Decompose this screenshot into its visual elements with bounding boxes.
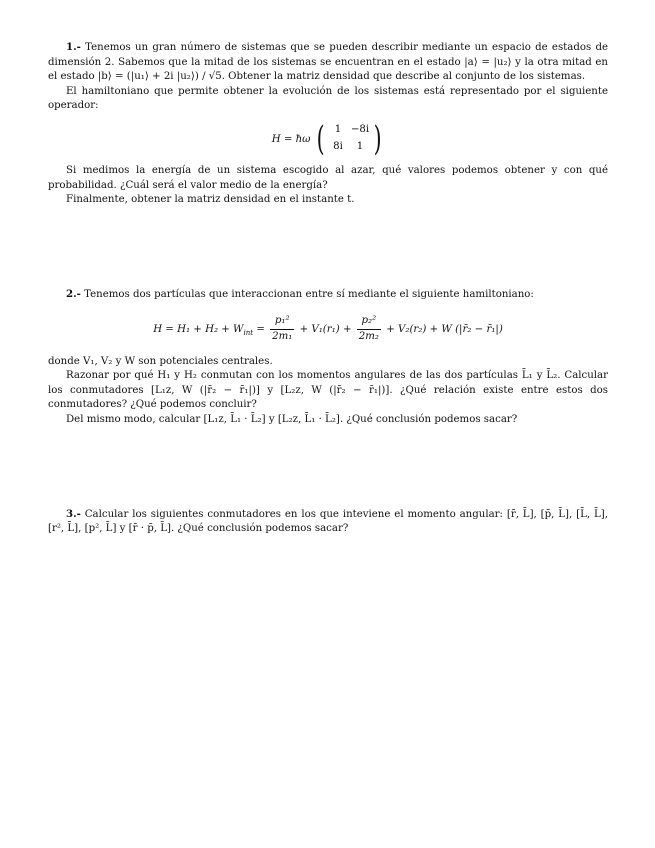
fraction-numerator: p₁² — [270, 314, 294, 330]
document-page — [48, 40, 608, 537]
problem-1-energy-question: Si medimos la energía de un sistema escogido al azar, qué valores podemos obtener y con qué probabilidad. ¿Cuál será el valor medio de la energía? — [48, 164, 608, 191]
equation-part: + V₂(r₂) + W (|r̄₂ − r̄₁|) — [386, 324, 503, 336]
problem-2-text: Tenemos dos partículas que interaccionan entre sí mediante el siguiente hamiltoniano: — [84, 288, 534, 300]
problem-2-commutator-question: Razonar por qué H₁ y H₂ conmutan con los momentos angulares de las dos partículas L̄₁ y L̄₂. Calcular los conmutadores [L₁z, W (|r̄₂ − r̄₁|)] y [L₂z, W (|r̄₂ − r̄₁|)]. ¿Qué relación existe entre estos dos conmutadores? ¿Qué podemos concluir? — [48, 370, 608, 411]
equation-lhs: H = ħω — [271, 133, 311, 145]
problem-1-number: 1.- — [66, 41, 81, 53]
matrix-cell: 1 — [356, 140, 364, 152]
problem-3-statement — [48, 507, 608, 537]
left-paren: ( — [316, 118, 325, 159]
fraction-denominator: 2m₂ — [358, 330, 379, 342]
problem-1-statement — [48, 40, 608, 85]
problem-1-text: Tenemos un gran número de sistemas que se pueden describir mediante un espacio de estados de dimensión 2. Sabemos que la mitad de los sistemas se encuentran en el estado |a⟩ = |u₂⟩ y la otra mitad en el estado |b⟩ = (|u₁⟩ + 2i |u₂⟩) / √5. Obtener la matriz densidad que describe al conjunto de los sistemas. — [48, 42, 608, 83]
fraction-numerator: p₂² — [357, 314, 381, 330]
equation-part: + V₁(r₁) + — [299, 324, 352, 336]
equation-part: = — [253, 324, 269, 336]
matrix-cell: 1 — [334, 124, 342, 136]
problem-2-second-question: Del mismo modo, calcular [L₁z, L̄₁ · L̄₂] y [L₂z, L̄₁ · L̄₂]. ¿Qué conclusión podemos sacar? — [66, 413, 518, 425]
matrix-cell: −8i — [350, 124, 370, 136]
problem-3 — [48, 507, 608, 537]
right-paren: ) — [373, 118, 382, 159]
problem-3-number: 3.- — [66, 507, 81, 520]
kinetic-fraction-1 — [270, 314, 294, 344]
problem-1-hamiltonian-intro: El hamiltoniano que permite obtener la evolución de los sistemas está representado por el siguiente operador: — [48, 85, 608, 112]
problem-2-statement — [48, 287, 608, 303]
problem-2-potentials-note: donde V₁, V₂ y W son potenciales centrales. — [48, 355, 273, 367]
problem-3-text: Calcular los siguientes conmutadores en los que inteviene el momento angular: [r̄, L̄], [p̄, L̄], [L̄, L̄], [r², L̄], [p², L̄] y [r̄ · p̄, L̄]. ¿Qué conclusión podemos sacar? — [48, 508, 608, 535]
equation-subscript: int — [243, 329, 254, 338]
equation-part: H = H₁ + H₂ + W — [153, 324, 244, 336]
kinetic-fraction-2 — [357, 314, 381, 344]
hamiltonian-matrix-equation — [48, 118, 608, 159]
hamiltonian-matrix — [314, 118, 385, 159]
problem-2 — [48, 287, 608, 428]
problem-2-number: 2.- — [66, 287, 81, 300]
matrix-cell: 8i — [333, 140, 343, 152]
two-particle-hamiltonian-equation — [48, 314, 608, 344]
problem-1-final-question: Finalmente, obtener la matriz densidad en el instante t. — [66, 194, 355, 206]
problem-1 — [48, 40, 608, 208]
fraction-denominator: 2m₁ — [272, 330, 293, 342]
